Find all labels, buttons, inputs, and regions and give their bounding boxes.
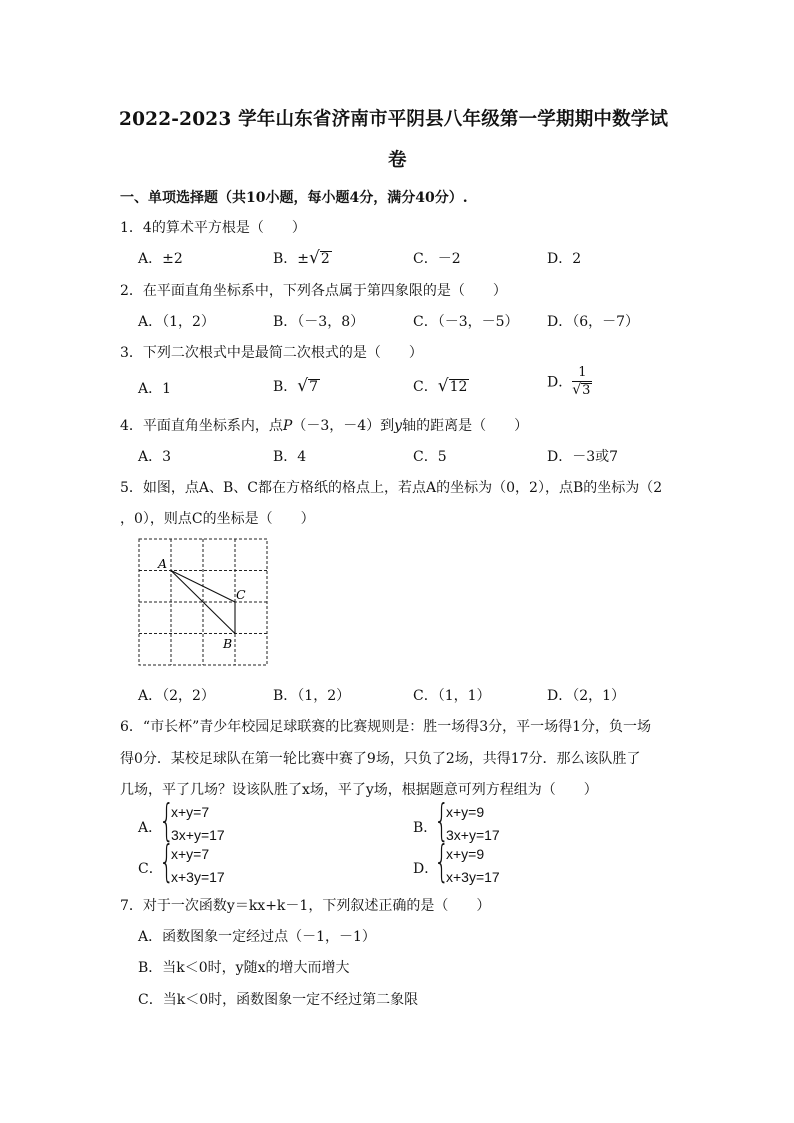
q6-option-d-brace: {	[434, 836, 450, 887]
q1-option-d: D．2	[547, 251, 582, 267]
q6-option-d-eq1: x+y=9	[446, 846, 485, 862]
question-6-line3: 几场，平了几场？设该队胜了x场，平了y场，根据题意可列方程组为（ ）	[120, 782, 598, 798]
q5-option-a: A．（2，2）	[138, 688, 215, 704]
q6-option-b-eq1: x+y=9	[446, 804, 485, 820]
q7-option-b: B．当k＜0时，y随x的增大而增大	[138, 960, 350, 976]
q6-option-a-brace: {	[159, 795, 175, 846]
q6-option-a-eq1: x+y=7	[171, 804, 210, 820]
point-b-label: B	[223, 636, 233, 651]
q3-option-c: C．√12	[413, 376, 468, 396]
q6-option-a-eq2: 3x+y=17	[171, 827, 225, 843]
q2-option-c: C．（－3，－5）	[413, 314, 519, 330]
q4-option-a: A．3	[138, 449, 172, 465]
q3-option-d: D． $\frac{1}{√3}$	[547, 365, 591, 398]
q2-option-a: A．（1，2）	[138, 314, 215, 330]
question-2-stem: 2．在平面直角坐标系中，下列各点属于第四象限的是（ ）	[120, 283, 507, 299]
q1-option-b: B．±√2	[273, 248, 330, 268]
q6-option-d-eq2: x+3y=17	[446, 869, 500, 885]
point-a-label: A	[158, 556, 168, 571]
question-6-line2: 得0分．某校足球队在第一轮比赛中赛了9场，只负了2场，共得17分．那么该队胜了	[120, 751, 641, 767]
q5-option-c: C．（1，1）	[413, 688, 491, 704]
question-5-stem-line1: 5．如图，点A、B、C都在方格纸的格点上，若点A的坐标为（0，2），点B的坐标为（2	[120, 480, 663, 496]
q6-option-a-label: A．	[138, 820, 163, 836]
point-c-label: C	[236, 587, 246, 602]
question-5-stem-line2: ，0），则点C的坐标是（ ）	[120, 511, 315, 527]
q7-option-c: C．当k＜0时，函数图象一定不经过第二象限	[138, 992, 419, 1008]
question-1-stem: 1．4的算术平方根是（ ）	[120, 220, 306, 236]
q4-option-c: C．5	[413, 449, 447, 465]
q4-option-d: D．－3或7	[547, 449, 619, 465]
q6-option-c-label: C．	[138, 861, 163, 877]
page-title-line2: 卷	[388, 150, 407, 171]
section-heading: 一、单项选择题（共10小题，每小题4分，满分40分）.	[120, 190, 468, 206]
q2-option-d: D．（6，－7）	[547, 314, 640, 330]
q5-option-d: D．（2，1）	[547, 688, 626, 704]
page-title-line1: 2022-2023 学年山东省济南市平阴县八年级第一学期期中数学试	[119, 109, 669, 130]
q6-option-d-label: D．	[413, 861, 439, 877]
q2-option-b: B．（－3，8）	[273, 314, 365, 330]
q6-option-b-label: B．	[413, 820, 438, 836]
q3-option-b: B．√7	[273, 376, 319, 396]
q7-option-a: A．函数图象一定经过点（－1，－1）	[138, 929, 376, 945]
q1-option-a: A．±2	[138, 251, 183, 267]
question-6-line1: 6．“市长杯”青少年校园足球联赛的比赛规则是：胜一场得3分，平一场得1分，负一场	[120, 719, 652, 735]
question-3-stem: 3．下列二次根式中是最简二次根式的是（ ）	[120, 345, 423, 361]
q5-option-b: B．（1，2）	[273, 688, 351, 704]
question-4-stem: 4．平面直角坐标系内，点P（－3，－4）到y轴的距离是（ ）	[120, 418, 529, 434]
q6-option-c-eq2: x+3y=17	[171, 869, 225, 885]
q3-option-a: A．1	[138, 381, 172, 397]
q6-option-b-brace: {	[434, 795, 450, 846]
q1-option-c: C．－2	[413, 251, 461, 267]
q4-option-b: B．4	[273, 449, 307, 465]
grid-figure	[135, 536, 275, 671]
q6-option-b-eq2: 3x+y=17	[446, 827, 500, 843]
q6-option-c-eq1: x+y=7	[171, 846, 210, 862]
q6-option-c-brace: {	[159, 836, 175, 887]
question-7-stem: 7．对于一次函数y＝kx+k－1，下列叙述正确的是（ ）	[120, 898, 491, 914]
